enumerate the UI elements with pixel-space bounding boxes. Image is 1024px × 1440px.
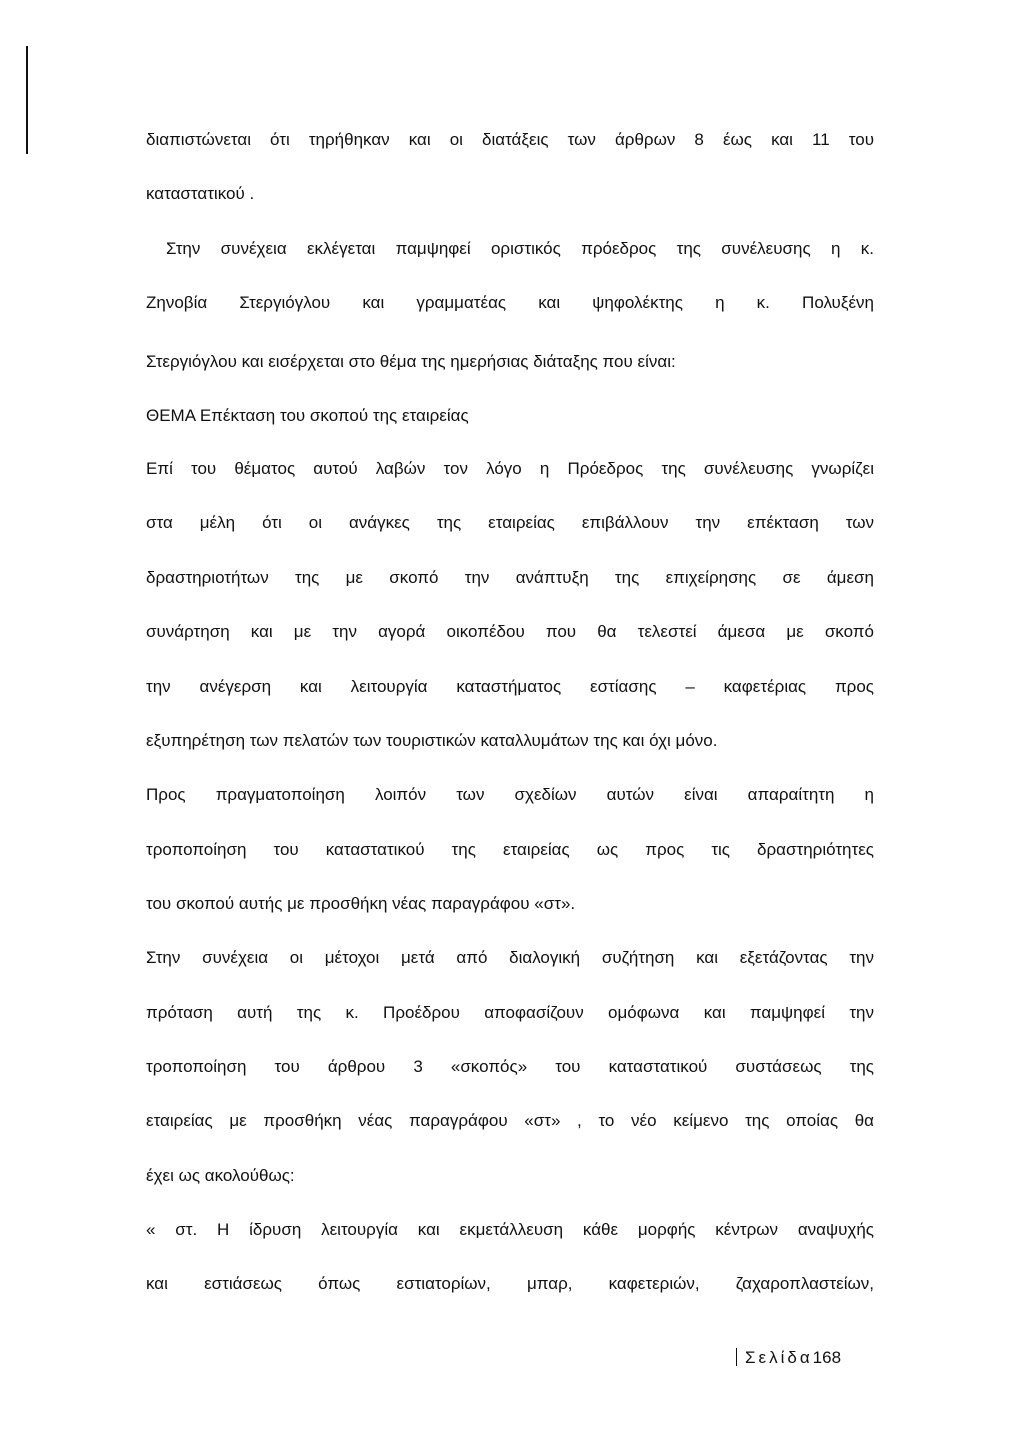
text-line: εταιρείας με προσθήκη νέας παραγράφου «στ» , το νέο κείμενο της οποίας θα: [146, 1111, 874, 1130]
section-heading: ΘΕΜΑ Επέκταση του σκοπού της εταιρείας: [146, 406, 469, 425]
text-line: δραστηριοτήτων της με σκοπό την ανάπτυξη της επιχείρησης σε άμεση: [146, 568, 874, 587]
text-line: Προς πραγματοποίηση λοιπόν των σχεδίων αυτών είναι απαραίτητη η: [146, 785, 874, 804]
text-line: την ανέγερση και λειτουργία καταστήματος εστίασης – καφετέριας προς: [146, 677, 874, 696]
footer-divider: [736, 1348, 737, 1366]
text-line: του σκοπού αυτής με προσθήκη νέας παραγράφου «στ».: [146, 894, 576, 913]
text-line: Ζηνοβία Στεργιόγλου και γραμματέας και ψηφολέκτης η κ. Πολυξένη: [146, 293, 874, 312]
text-line: καταστατικού .: [146, 184, 255, 203]
text-line: στα μέλη ότι οι ανάγκες της εταιρείας επιβάλλουν την επέκταση των: [146, 513, 874, 532]
page-number: 168: [812, 1348, 842, 1367]
margin-rule: [26, 46, 28, 154]
text-line: έχει ως ακολούθως:: [146, 1166, 295, 1185]
text-line: Στην συνέχεια εκλέγεται παμψηφεί οριστικός πρόεδρος της συνέλευσης η κ.: [166, 239, 874, 258]
text-line: πρόταση αυτή της κ. Προέδρου αποφασίζουν ομόφωνα και παμψηφεί την: [146, 1003, 874, 1022]
text-line: Στην συνέχεια οι μέτοχοι μετά από διαλογική συζήτηση και εξετάζοντας την: [146, 948, 874, 967]
document-page: [146, 0, 874, 1440]
page-label: Σελίδα: [745, 1348, 813, 1367]
text-line: εξυπηρέτηση των πελατών των τουριστικών καταλλυμάτων της και όχι μόνο.: [146, 731, 718, 750]
text-line: συνάρτηση και με την αγορά οικοπέδου που θα τελεστεί άμεσα με σκοπό: [146, 622, 874, 641]
text-line: Στεργιόγλου και εισέρχεται στο θέμα της ημερήσιας διάταξης που είναι:: [146, 352, 676, 371]
page-footer: [736, 1346, 841, 1370]
text-line: και εστιάσεως όπως εστιατορίων, μπαρ, καφετεριών, ζαχαροπλαστείων,: [146, 1274, 874, 1293]
text-line: τροποποίηση του άρθρου 3 «σκοπός» του καταστατικού συστάσεως της: [146, 1057, 874, 1076]
text-line: τροποποίηση του καταστατικού της εταιρείας ως προς τις δραστηριότητες: [146, 840, 874, 859]
text-line: Επί του θέματος αυτού λαβών τον λόγο η Πρόεδρος της συνέλευσης γνωρίζει: [146, 459, 874, 478]
text-line: « στ. Η ίδρυση λειτουργία και εκμετάλλευση κάθε μορφής κέντρων αναψυχής: [146, 1220, 874, 1239]
text-line: διαπιστώνεται ότι τηρήθηκαν και οι διατάξεις των άρθρων 8 έως και 11 του: [146, 130, 874, 149]
